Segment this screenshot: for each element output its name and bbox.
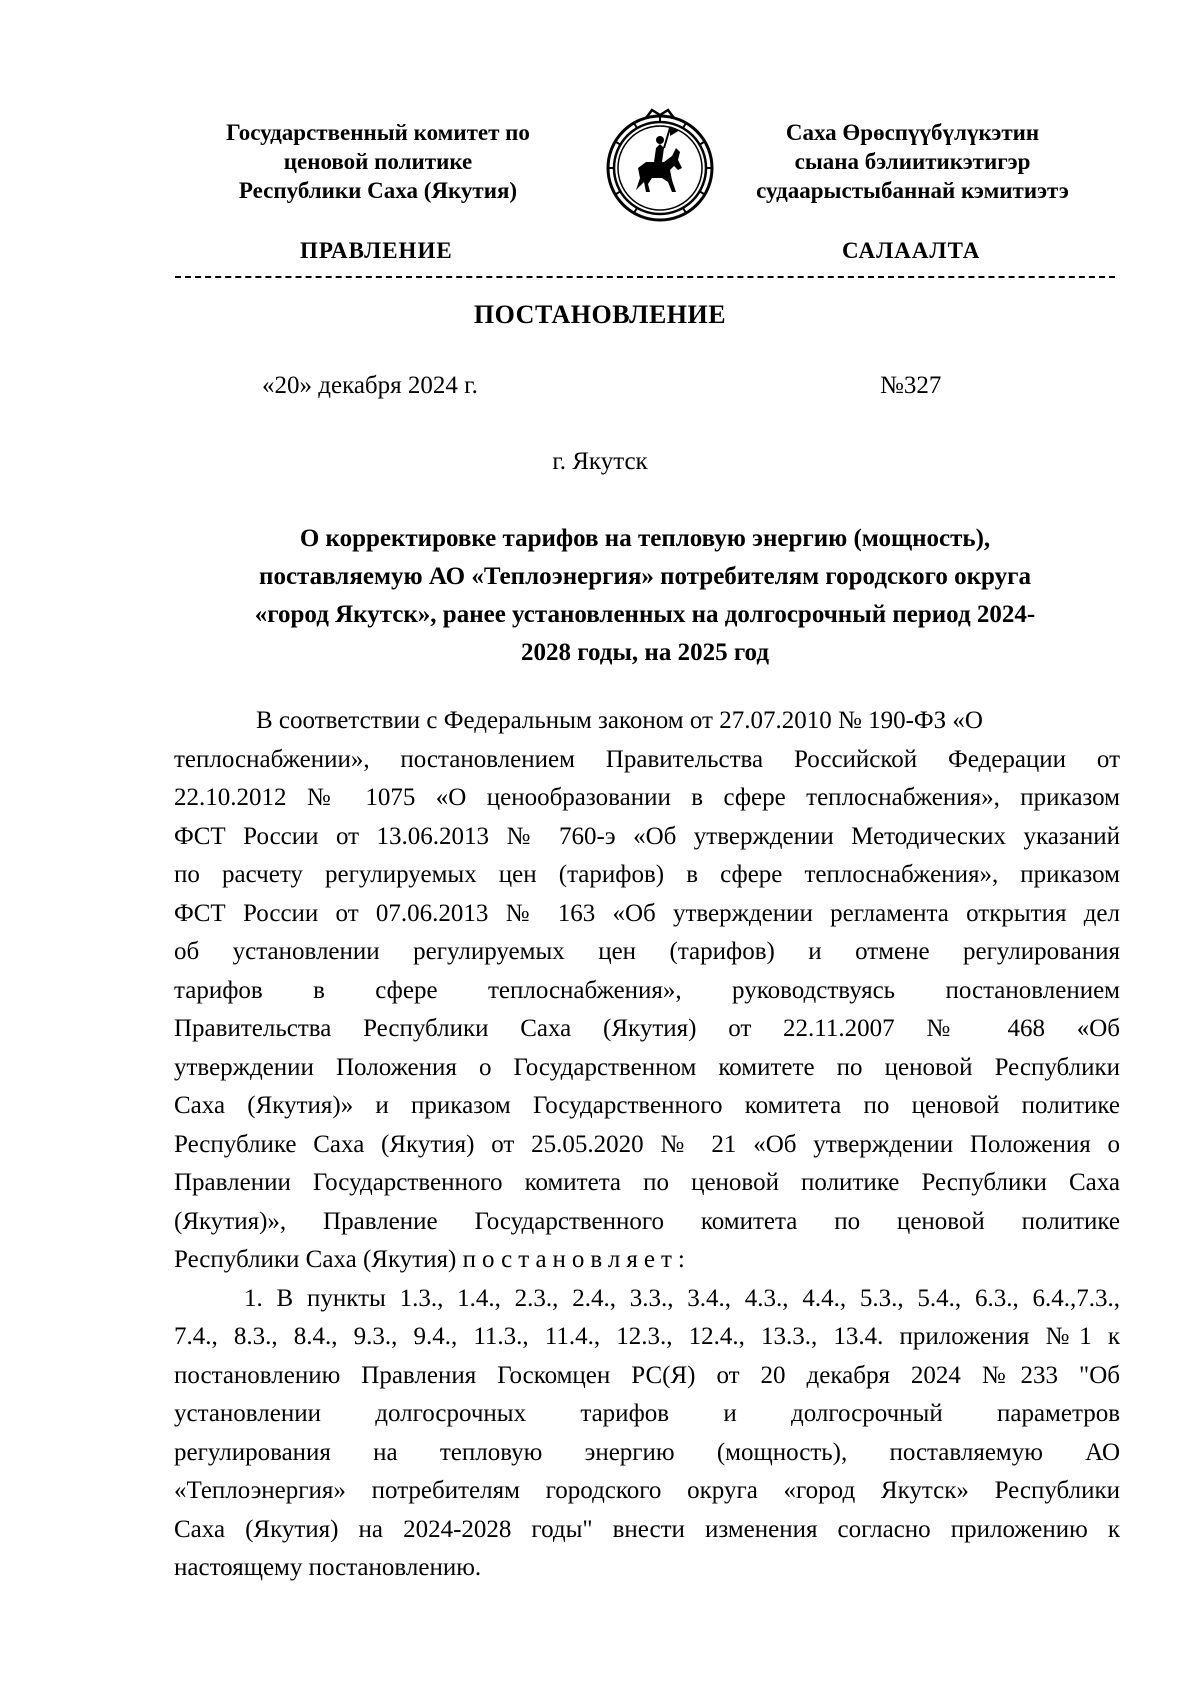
board-label-sakha: САЛААЛТА xyxy=(842,238,981,263)
document-number: №327 xyxy=(880,372,942,399)
body-line: об установлении регулируемых цен (тарифов) и отмене регулирования xyxy=(174,938,1120,965)
document-city: г. Якутск xyxy=(552,448,648,475)
body-line: Саха (Якутия)» и приказом Государственного комитета по ценовой политике xyxy=(174,1092,1120,1119)
document-date: «20» декабря 2024 г. xyxy=(262,372,478,399)
header-right-line: Саха Өрөспүүбүлүкэтин xyxy=(785,120,1040,145)
header-right-block xyxy=(740,118,1085,205)
header-left-block xyxy=(178,118,578,205)
body-line: утверждении Положения о Государственном комитете по ценовой Республики xyxy=(174,1053,1120,1081)
body-line: В соответствии с Федеральным законом от 27.07.2010 № 190-ФЗ «О xyxy=(256,707,983,734)
body-line: ФСТ России от 13.06.2013 № 760-э «Об утверждении Методических указаний xyxy=(174,822,1120,850)
body-line: тарифов в сфере теплоснабжения», руководствуясь постановлением xyxy=(174,976,1120,1004)
body-line: (Якутия)», Правление Государственного комитета по ценовой политике xyxy=(174,1207,1120,1235)
title-line: «город Якутск», ранее установленных на долгосрочный период 2024- xyxy=(254,601,1036,628)
header-left-line: Государственный комитет по xyxy=(226,120,530,145)
title-line: 2028 годы, на 2025 год xyxy=(521,639,769,666)
title-line: поставляемую АО «Теплоэнергия» потребителям городского округа xyxy=(259,563,1031,590)
body-line: теплоснабжении», постановлением Правительства Российской Федерации от xyxy=(174,745,1120,773)
header-right-line: судаарыстыбаннай кэмитиэтэ xyxy=(756,178,1069,203)
resolution-prefix: Республики Саха (Якутия) xyxy=(174,1246,463,1273)
body-line: Правлении Государственного комитета по ценовой политике Республики Саха xyxy=(174,1169,1120,1196)
document-body xyxy=(174,702,1120,1588)
body-line: 22.10.2012 № 1075 «О ценообразовании в сфере теплоснабжения», приказом xyxy=(174,784,1120,811)
header-right-line: сыана бэлиитикэтигэр xyxy=(794,149,1031,174)
body-line: 1. В пункты 1.3., 1.4., 2.3., 2.4., 3.3., 3.4., 4.3., 4.4., 5.3., 5.4., 6.3., 6.4.,7.3., xyxy=(244,1284,1120,1312)
board-label-ru: ПРАВЛЕНИЕ xyxy=(300,238,453,263)
body-line: Саха (Якутия) на 2024-2028 годы" внести изменения согласно приложению к xyxy=(174,1515,1120,1543)
sakha-coat-of-arms-icon xyxy=(602,108,718,224)
body-line: 7.4., 8.3., 8.4., 9.3., 9.4., 11.3., 11.4., 12.3., 12.4., 13.3., 13.4. приложения №1 к xyxy=(174,1323,1120,1350)
body-line: Республике Саха (Якутия) от 25.05.2020 № 21 «Об утверждении Положения о xyxy=(174,1130,1120,1158)
resolution-verb: постановляет: xyxy=(462,1246,691,1273)
body-line: Правительства Республики Саха (Якутия) от 22.11.2007 № 468 «Об xyxy=(174,1015,1120,1042)
header-divider xyxy=(175,276,1115,278)
document-title xyxy=(175,520,1115,672)
header-left-line: ценовой политике xyxy=(283,149,473,174)
body-line: «Теплоэнергия» потребителям городского округа «город Якутск» Республики xyxy=(174,1477,1120,1504)
body-line: установлении долгосрочных тарифов и долгосрочный параметров xyxy=(174,1400,1120,1427)
body-line: регулирования на тепловую энергию (мощность), поставляемую АО xyxy=(174,1438,1120,1466)
body-line-resolution xyxy=(174,1241,1120,1280)
body-line: ФСТ России от 07.06.2013 № 163 «Об утверждении регламента открытия дел xyxy=(174,899,1120,927)
header-left-line: Республики Саха (Якутия) xyxy=(238,178,518,203)
body-line: постановлению Правления Госкомцен РС(Я) от 20 декабря 2024 №233 "Об xyxy=(174,1361,1120,1389)
body-line: настоящему постановлению. xyxy=(174,1554,482,1581)
body-line: по расчету регулируемых цен (тарифов) в сфере теплоснабжения», приказом xyxy=(174,861,1120,888)
document-type: ПОСТАНОВЛЕНИЕ xyxy=(473,300,727,329)
title-line: О корректировке тарифов на тепловую энергию (мощность), xyxy=(299,525,991,552)
